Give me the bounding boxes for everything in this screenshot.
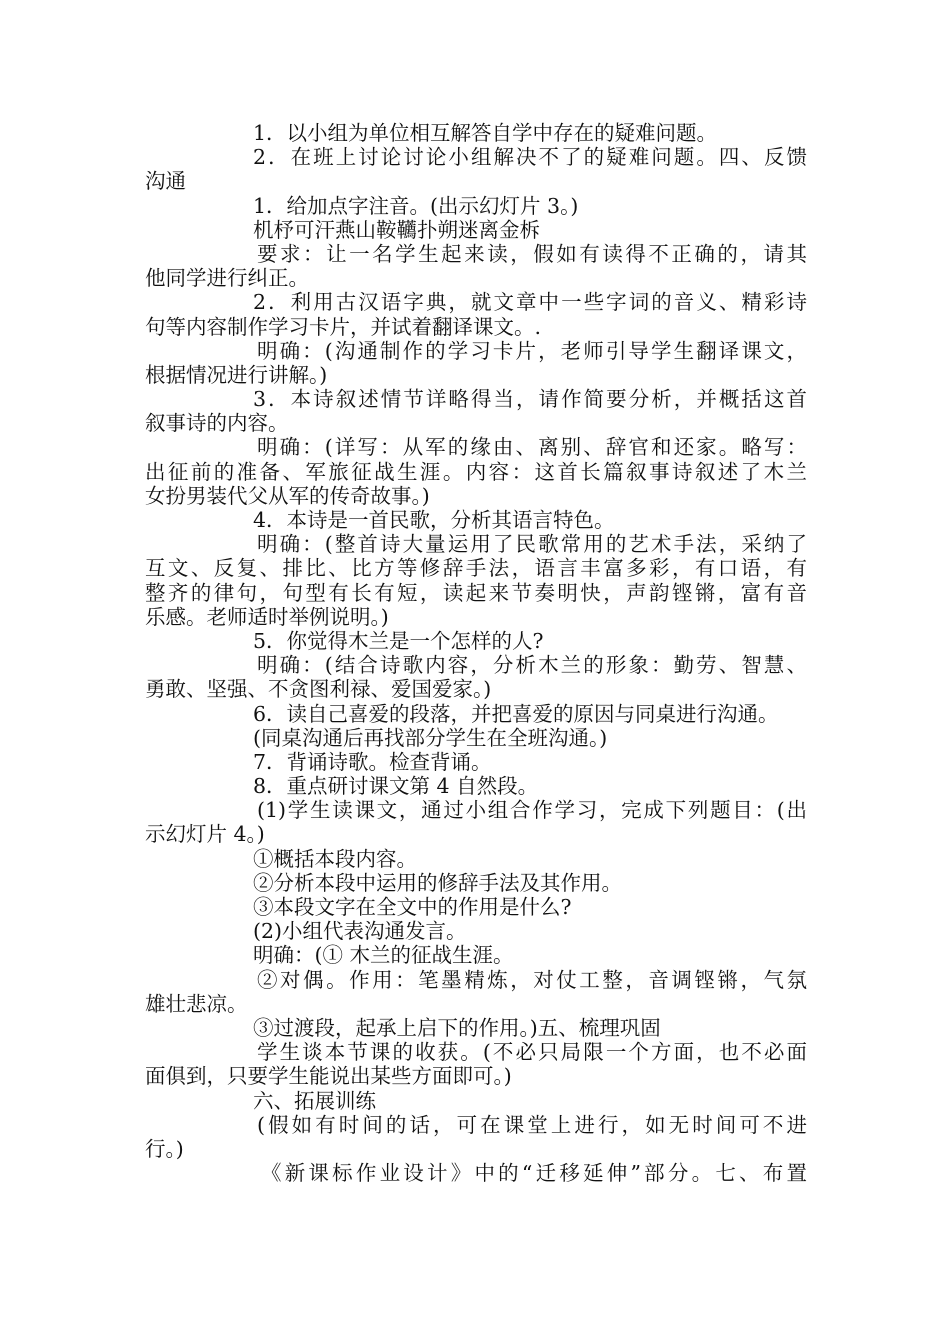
text-line: 行。): [145, 1136, 184, 1161]
text-line: 3．本诗叙述情节详略得当，请作简要分析，并概括这首: [253, 387, 807, 412]
text-line: ③过渡段，起承上启下的作用。)五、梳理巩固: [253, 1015, 661, 1040]
text-line: 1．以小组为单位相互解答自学中存在的疑难问题。: [253, 121, 718, 145]
text-line: 句等内容制作学习卡片，并试着翻译课文。.: [145, 314, 542, 339]
text-line: 4．本诗是一首民歌，分析其语言特色。: [253, 508, 615, 532]
text-line: 互文、反复、排比、比方等修辞手法，语言丰富多彩，有口语，有: [145, 556, 807, 581]
text-line: 8．重点研讨课文第 4 自然段。: [253, 774, 539, 799]
text-line: 叙事诗的内容。: [145, 411, 289, 436]
text-line: 1．给加点字注音。(出示幻灯片 3。): [253, 193, 579, 218]
text-line: ②对偶。作用：笔墨精炼，对仗工整，音调铿锵，气氛: [257, 967, 807, 992]
text-line: 勇敢、坚强、不贪图利禄、爱国爱家。): [145, 677, 492, 702]
text-line: 整齐的律句，句型有长有短，读起来节奏明快，声韵铿锵，富有音: [145, 580, 807, 605]
text-line: 根据情况进行讲解。): [145, 362, 328, 387]
text-line: 明确：(结合诗歌内容，分析木兰的形象：勤劳、智慧、: [257, 653, 807, 678]
text-line: 六、拓展训练: [253, 1088, 376, 1113]
text-line: 机杼可汗燕山鞍韉扑朔迷离金柝: [253, 217, 540, 242]
text-line: 5．你觉得木兰是一个怎样的人?: [253, 628, 544, 653]
text-line: 6．读自己喜爱的段落，并把喜爱的原因与同桌进行沟通。: [253, 701, 779, 726]
text-line: ③本段文字在全文中的作用是什么?: [253, 895, 572, 919]
document-body: [145, 121, 807, 1185]
text-line: (2)小组代表沟通发言。: [253, 919, 467, 944]
text-line: ②分析本段中运用的修辞手法及其作用。: [253, 870, 622, 895]
text-line: 2．在班上讨论讨论小组解决不了的疑难问题。四、反馈: [253, 145, 807, 170]
text-line: 他同学进行纠正。: [145, 266, 309, 291]
text-line: 明确：(沟通制作的学习卡片，老师引导学生翻译课文，: [257, 338, 807, 363]
text-line: 沟通: [145, 169, 186, 194]
text-line: 学生谈本节课的收获。(不必只局限一个方面，也不必面: [257, 1040, 807, 1065]
text-line: 明确：(整首诗大量运用了民歌常用的艺术手法，采纳了: [257, 532, 807, 557]
text-line: (同桌沟通后再找部分学生在全班沟通。): [253, 725, 608, 750]
text-line: 女扮男装代父从军的传奇故事。): [145, 483, 430, 508]
text-line: 7．背诵诗歌。检查背诵。: [253, 749, 492, 774]
text-line: 雄壮悲凉。: [145, 991, 248, 1016]
text-line: ①概括本段内容。: [253, 846, 417, 871]
text-line: 乐感。老师适时举例说明。): [145, 604, 389, 629]
text-line: 2．利用古汉语字典，就文章中一些字词的音义、精彩诗: [253, 290, 807, 315]
text-line: (假如有时间的话，可在课堂上进行，如无时间可不进: [257, 1112, 807, 1137]
text-line: 明确：(① 木兰的征战生涯。: [253, 943, 514, 968]
text-line: 出征前的准备、军旅征战生涯。内容：这首长篇叙事诗叙述了木兰: [145, 459, 807, 484]
text-line: 明确：(详写：从军的缘由、离别、辞官和还家。略写：: [257, 435, 807, 460]
text-line: (1)学生读课文，通过小组合作学习，完成下列题目：(出: [257, 798, 807, 823]
text-line: 示幻灯片 4。): [145, 822, 265, 847]
text-line: 要求：让一名学生起来读，假如有读得不正确的，请其: [257, 241, 807, 266]
text-line: 《新课标作业设计》中的“迁移延伸”部分。七、布置: [261, 1161, 807, 1186]
text-line: 面俱到，只要学生能说出某些方面即可。): [145, 1064, 512, 1089]
